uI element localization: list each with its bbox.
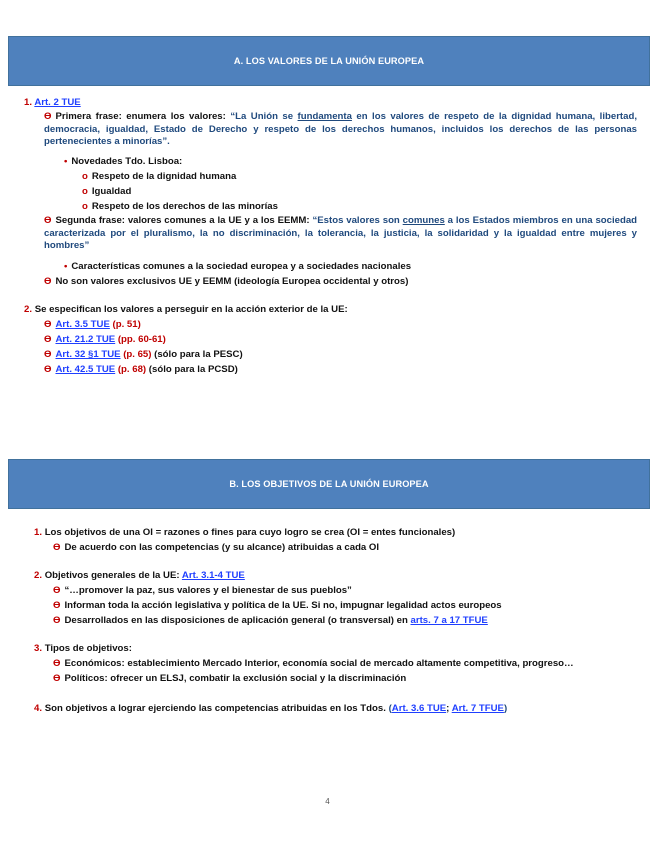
bullet-icon: ϴ xyxy=(44,349,52,360)
segunda-lead: Segunda frase: valores comunes a la UE y a los EEMM: xyxy=(55,215,310,226)
a1-art2-link[interactable]: Art. 2 TUE xyxy=(34,97,81,108)
novedades-text: Novedades Tdo. Lisboa: xyxy=(71,156,183,167)
b3-sub1-text: Económicos: establecimiento Mercado Interior, economía social de mercado altamente competitiva, progreso… xyxy=(64,658,574,669)
a2-ref-line xyxy=(44,364,238,377)
paren-open: ( xyxy=(388,703,392,714)
art-3-6-link[interactable]: Art. 3.6 TUE xyxy=(391,703,447,714)
b2-sub xyxy=(53,585,352,598)
art-42-5-link[interactable]: Art. 42.5 TUE xyxy=(55,364,116,375)
a1-heading xyxy=(24,97,81,110)
bullet-icon: ϴ xyxy=(53,585,61,596)
bullet-icon: ϴ xyxy=(53,658,61,669)
bullet-icon: ϴ xyxy=(44,319,52,330)
a1-number: 1. xyxy=(24,97,33,108)
bullet-icon: ϴ xyxy=(44,276,52,287)
b2-sub1-text: “…promover la paz, sus valores y el bienestar de sus pueblos” xyxy=(64,585,352,596)
b2-sub2-text: Informan toda la acción legislativa y política de la UE. Si no, impugnar legalidad actos europeos xyxy=(64,600,502,611)
section-b-title: B. LOS OBJETIVOS DE LA UNIÓN EUROPEA xyxy=(229,478,429,489)
paren-close: ) xyxy=(503,703,508,714)
primera-quote-underlined: fundamenta xyxy=(297,111,352,122)
caracteristicas-text: Características comunes a la sociedad europea y a sociedades nacionales xyxy=(71,261,412,272)
art-7-tfue-link[interactable]: Art. 7 TFUE xyxy=(451,703,504,714)
b2-number: 2. xyxy=(34,570,43,581)
page-ref: (pp. 60-61) xyxy=(117,334,166,345)
section-b-banner xyxy=(8,459,650,509)
segunda-quote-underlined: comunes xyxy=(402,215,445,226)
novedades-line xyxy=(64,156,182,169)
b2-heading xyxy=(34,570,245,583)
circle-bullet-icon: o xyxy=(82,186,88,197)
b3-sub xyxy=(53,673,406,686)
b2-text: Objetivos generales de la UE: xyxy=(44,570,180,581)
page-ref: (p. 51) xyxy=(112,319,141,330)
bullet-icon: ϴ xyxy=(44,215,52,226)
dot-bullet-icon: • xyxy=(64,261,68,272)
bullet-icon: ϴ xyxy=(44,334,52,345)
a2-heading xyxy=(24,304,348,317)
b3-number: 3. xyxy=(34,643,43,654)
section-a-title: A. LOS VALORES DE LA UNIÓN EUROPEA xyxy=(233,55,425,66)
b2-sub3-text: Desarrollados en las disposiciones de aplicación general (o transversal) en xyxy=(64,615,408,626)
bullet-icon: ϴ xyxy=(53,600,61,611)
b3-heading xyxy=(34,643,132,656)
b1-sub xyxy=(53,542,379,555)
b4-text: Son objetivos a lograr ejerciendo las competencias atribuidas en los Tdos. xyxy=(44,703,386,714)
art-21-2-link[interactable]: Art. 21.2 TUE xyxy=(55,334,116,345)
page-ref: (p. 65) xyxy=(123,349,152,360)
novedad-item xyxy=(82,171,236,184)
a2-ref-line xyxy=(44,349,243,362)
bullet-icon: ϴ xyxy=(53,673,61,684)
segunda-quote-2: a los Estados miembros en una sociedad caracterizada por el pluralismo, la no discriminación, la tolerancia, la justicia, la solidaridad y la igualdad entre mujeres y hombres” xyxy=(44,215,638,252)
b1-text: Los objetivos de una OI = razones o fines para cuyo logro se crea (OI = entes funcionales) xyxy=(44,527,456,538)
a2-text: Se especifican los valores a perseguir en la acción exterior de la UE: xyxy=(34,304,348,315)
no-exclusivos-text: No son valores exclusivos UE y EEMM (ideología Europea occidental y otros) xyxy=(55,276,409,287)
bullet-icon: ϴ xyxy=(53,615,61,626)
primera-quote-1: “La Unión se xyxy=(230,111,294,122)
circle-bullet-icon: o xyxy=(82,201,88,212)
b1-sub-text: De acuerdo con las competencias (y su alcance) atribuidas a cada OI xyxy=(64,542,380,553)
a1-primera-frase xyxy=(44,111,637,149)
a2-ref-line xyxy=(44,319,141,332)
page-ref: (p. 68) xyxy=(117,364,147,375)
arts-7-17-link[interactable]: arts. 7 a 17 TFUE xyxy=(410,615,488,626)
b3-text: Tipos de objetivos: xyxy=(44,643,132,654)
separator: ; xyxy=(446,703,450,714)
b2-sub xyxy=(53,600,502,613)
no-exclusivos-line xyxy=(44,276,408,289)
b4-heading xyxy=(34,703,507,716)
a2-ref-line xyxy=(44,334,166,347)
bullet-icon: ϴ xyxy=(53,542,61,553)
bullet-icon: ϴ xyxy=(44,364,52,375)
novedad-text: Igualdad xyxy=(91,186,132,197)
ref-note: (sólo para la PCSD) xyxy=(148,364,238,375)
segunda-quote-1: “Estos valores son xyxy=(312,215,400,226)
novedad-text: Respeto de los derechos de las minorías xyxy=(91,201,278,212)
a2-number: 2. xyxy=(24,304,33,315)
novedad-item xyxy=(82,201,278,214)
circle-bullet-icon: o xyxy=(82,171,88,182)
a1-segunda-frase xyxy=(44,215,637,253)
dot-bullet-icon: • xyxy=(64,156,68,167)
bullet-icon: ϴ xyxy=(44,111,52,122)
b1-heading xyxy=(34,527,455,540)
art-3-5-link[interactable]: Art. 3.5 TUE xyxy=(55,319,110,330)
b3-sub2-text: Políticos: ofrecer un ELSJ, combatir la exclusión social y la discriminación xyxy=(64,673,407,684)
art-3-1-4-link[interactable]: Art. 3.1-4 TUE xyxy=(181,570,245,581)
ref-note: (sólo para la PESC) xyxy=(154,349,243,360)
novedad-text: Respeto de la dignidad humana xyxy=(91,171,237,182)
novedad-item xyxy=(82,186,131,199)
art-32-link[interactable]: Art. 32 §1 TUE xyxy=(55,349,121,360)
b4-number: 4. xyxy=(34,703,43,714)
section-a-banner xyxy=(8,36,650,86)
page-number: 4 xyxy=(325,797,330,806)
b2-sub xyxy=(53,615,488,628)
primera-quote-2: en los valores de respeto de la dignidad humana, libertad, democracia, igualdad, Estado de Derecho y respeto de los derechos humanos, incluidos los derechos de las personas pertenecientes a minorías”. xyxy=(44,111,637,148)
caracteristicas-line xyxy=(64,261,411,274)
b1-number: 1. xyxy=(34,527,43,538)
primera-lead: Primera frase: enumera los valores: xyxy=(55,111,226,122)
b3-sub xyxy=(53,658,574,671)
